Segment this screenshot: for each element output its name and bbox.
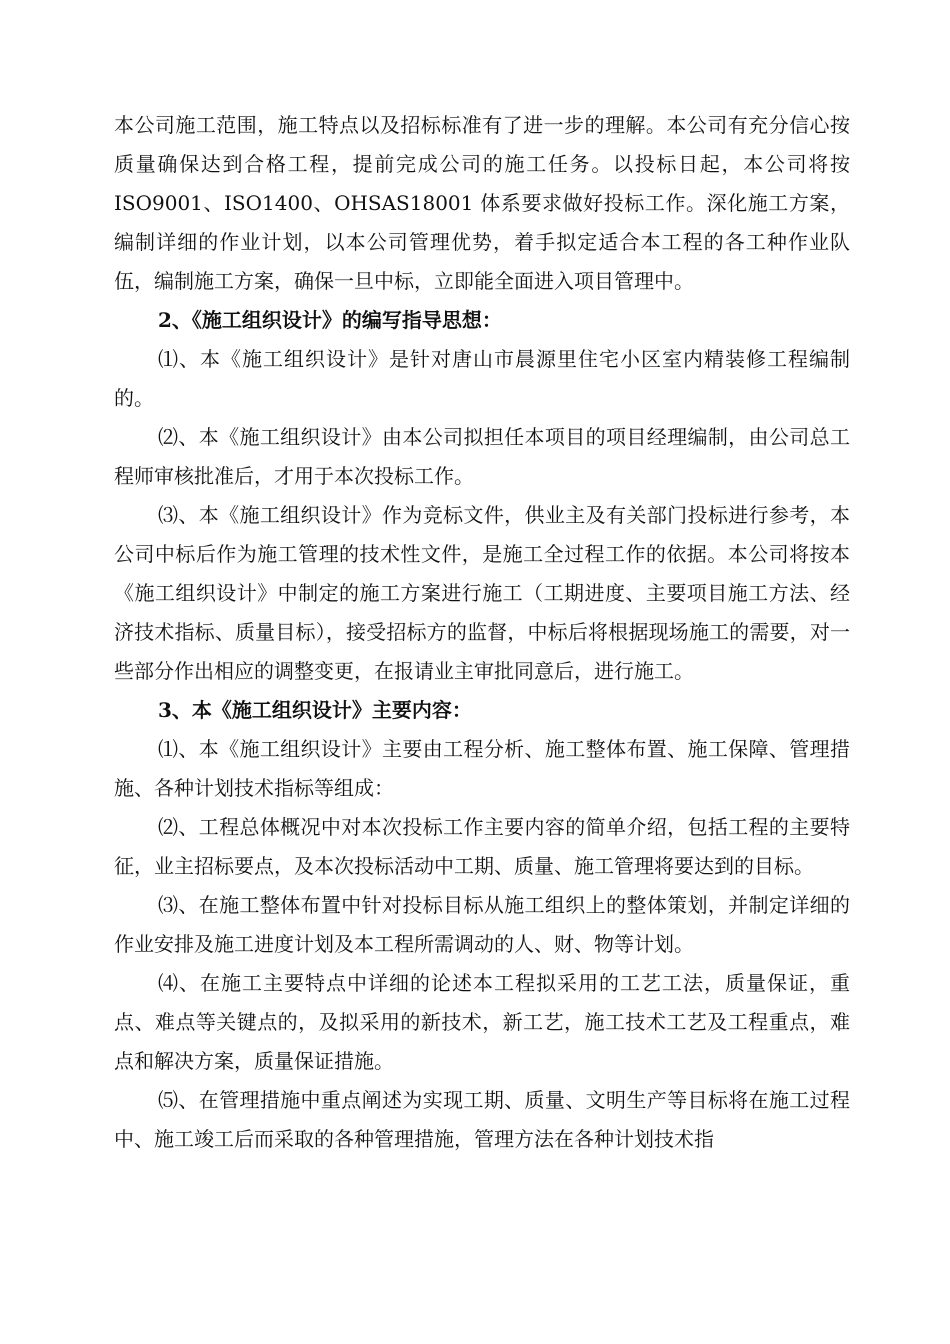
paragraph-2-1: ⑴、本《施工组织设计》是针对唐山市晨源里住宅小区室内精装修工程编制的。: [114, 347, 850, 410]
paragraph-3-2: ⑵、工程总体概况中对本次投标工作主要内容的简单介绍，包括工程的主要特征，业主招标要点，及本次投标活动中工期、质量、施工管理将要达到的目标。: [114, 815, 850, 878]
paragraph-3-5: ⑸、在管理措施中重点阐述为实现工期、质量、文明生产等目标将在施工过程中、施工竣工后而采取的各种管理措施，管理方法在各种计划技术指: [114, 1088, 850, 1151]
paragraph-3-1: ⑴、本《施工组织设计》主要由工程分析、施工整体布置、施工保障、管理措施、各种计划技术指标等组成：: [114, 737, 850, 800]
paragraph-2-3: ⑶、本《施工组织设计》作为竞标文件，供业主及有关部门投标进行参考，本公司中标后作为施工管理的技术性文件，是施工全过程工作的依据。本公司将按本《施工组织设计》中制定的施工方案进行施工（工期进度、主要项目施工方法、经济技术指标、质量目标），接受招标方的监督，中标后将根据现场施工的需要，对一些部分作出相应的调整变更，在报请业主审批同意后，进行施工。: [114, 503, 850, 683]
paragraph-3-4: ⑷、在施工主要特点中详细的论述本工程拟采用的工艺工法，质量保证，重点、难点等关键点的，及拟采用的新技术，新工艺，施工技术工艺及工程重点，难点和解决方案，质量保证措施。: [114, 971, 850, 1073]
paragraph-3-3: ⑶、在施工整体布置中针对投标目标从施工组织上的整体策划，并制定详细的作业安排及施工进度计划及本工程所需调动的人、财、物等计划。: [114, 893, 850, 956]
section-heading-3: 3、本《施工组织设计》主要内容：: [158, 698, 472, 722]
document-page: [114, 106, 850, 1159]
paragraph-intro-continued: 本公司施工范围，施工特点以及招标标准有了进一步的理解。本公司有充分信心按质量确保达到合格工程，提前完成公司的施工任务。以投标日起，本公司将按 ISO9001、ISO1400、OHSAS18001 体系要求做好投标工作。深化施工方案，编制详细的作业计划，以本公司管理优势，着手拟定适合本工程的各工种作业队伍，编制施工方案，确保一旦中标，立即能全面进入项目管理中。: [114, 113, 850, 293]
section-heading-2: 2、《施工组织设计》的编写指导思想：: [158, 308, 502, 332]
paragraph-2-2: ⑵、本《施工组织设计》由本公司拟担任本项目的项目经理编制，由公司总工程师审核批准后，才用于本次投标工作。: [114, 425, 850, 488]
